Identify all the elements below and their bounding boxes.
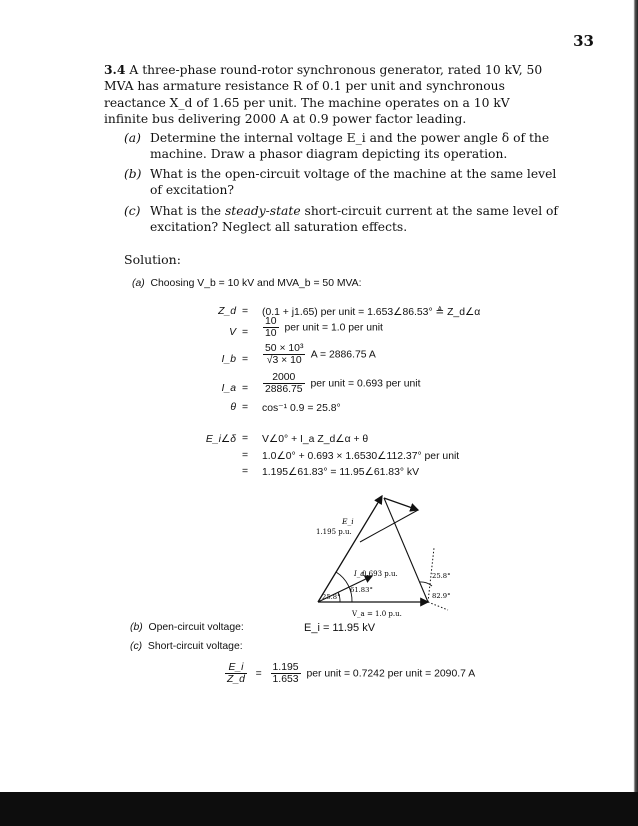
solution-heading: Solution:: [124, 252, 181, 267]
part-label: (b): [130, 622, 143, 633]
impedance-drop-line: [384, 498, 428, 602]
eq-theta-rhs: cos⁻¹ 0.9 = 25.8°: [262, 403, 341, 414]
part-c-equation: [222, 662, 475, 685]
eq-ei-line-1: V∠0° + I_a Z_d∠α + θ: [262, 434, 369, 445]
eq-theta-lhs: θ: [230, 402, 236, 413]
part-b-question: [124, 166, 558, 200]
ei-value: 1.195 p.u.: [316, 528, 352, 536]
part-text: [150, 203, 558, 235]
equals-sign: =: [252, 668, 265, 680]
denominator: 10: [265, 328, 277, 339]
part-text-after: short-circuit current at the same level of excitation? Neglect all saturation effects.: [150, 204, 558, 235]
denominator: 2886.75: [265, 384, 303, 395]
part-a-intro: [132, 278, 362, 289]
denominator: √3 × 10: [266, 355, 302, 366]
drop-phasor: [384, 498, 418, 510]
denominator: 1.653: [272, 674, 299, 685]
right-angle-label-1: 25.8°: [432, 572, 451, 580]
ia-value: 0.693 p.u.: [362, 570, 398, 578]
equals-sign: =: [242, 306, 249, 317]
problem-text: A three-phase round-rotor synchronous generator, rated 10 kV, 50 MVA has armature resistance R of 0.1 per unit and synchronous reactance X_d of 1.65 per unit. The machine operates on a 10 kV infinite bus delivering 2000 A at 0.9 power factor leading.: [104, 63, 543, 127]
equals-sign: =: [242, 402, 249, 413]
equals-sign: =: [242, 433, 249, 444]
part-b-result: E_i = 11.95 kV: [304, 622, 376, 634]
scan-edge: [628, 0, 638, 792]
equals-sign: =: [242, 450, 249, 461]
part-c-question: [124, 203, 558, 237]
theta-angle-label: 25.8°: [322, 593, 341, 601]
fraction: [263, 372, 305, 395]
eq-v-rhs: [260, 316, 383, 339]
part-c-label-row: [130, 641, 243, 652]
eq-ib-lhs: I_b: [221, 354, 236, 365]
part-text-before: What is the: [150, 204, 222, 218]
eq-v-lhs: V: [229, 327, 236, 338]
equals-sign: =: [242, 383, 249, 394]
eq-ei-line-2: 1.0∠0° + 0.693 × 1.6530∠112.37° per unit: [262, 451, 460, 462]
problem-statement: [104, 62, 556, 128]
part-label: (c): [124, 204, 141, 218]
eq-ia-rhs: [260, 372, 421, 395]
eq-ia-result: per unit = 0.693 per unit: [310, 378, 421, 390]
eq-ib-result: A = 2886.75 A: [310, 349, 376, 361]
page-number: 33: [573, 32, 594, 50]
fraction: [263, 343, 305, 366]
numerator: 10: [265, 316, 277, 327]
dotted-line: [428, 602, 448, 610]
ei-label: E_i: [342, 517, 354, 526]
eq-ei-lhs: E_i∠δ: [205, 434, 236, 445]
part-b-text: Open-circuit voltage:: [148, 622, 244, 633]
delta-angle-label: 61.83°: [350, 586, 373, 594]
eq-zd-lhs: Z_d: [218, 306, 236, 317]
eq-ia-lhs: I_a: [221, 383, 236, 394]
part-c-result: per unit = 0.7242 per unit = 2090.7 A: [306, 668, 476, 680]
ia-label: I_a: [354, 570, 365, 578]
part-a-question: [124, 130, 558, 164]
part-label: (a): [132, 278, 145, 289]
part-label: (c): [130, 641, 143, 652]
equals-sign: =: [242, 327, 249, 338]
problem-number: 3.4: [104, 62, 126, 77]
eq-ib-rhs: [260, 343, 376, 366]
denominator: Z_d: [227, 674, 245, 685]
part-text: What is the open-circuit voltage of the machine at the same level of excitation?: [150, 167, 557, 198]
equals-sign: =: [242, 466, 249, 477]
eq-ei-line-3: 1.195∠61.83° = 11.95∠61.83° kV: [262, 467, 420, 478]
part-label: (b): [124, 167, 142, 181]
fraction: [263, 316, 279, 339]
part-b-label-row: [130, 622, 244, 633]
fraction: [225, 662, 247, 685]
right-angle-label-2: 82.9°: [432, 592, 451, 600]
equals-sign: =: [242, 354, 249, 365]
va-label: V_a = 1.0 p.u.: [352, 610, 402, 618]
eq-zd-rhs: (0.1 + j1.65) per unit = 1.653∠86.53° ≜ Z_d∠α: [262, 307, 481, 318]
numerator: 1.195: [272, 662, 299, 673]
phasor-diagram: [300, 490, 460, 630]
part-label: (a): [124, 131, 141, 145]
scan-bottom-bar: [0, 792, 638, 826]
numerator: 50 × 10³: [265, 343, 304, 354]
fraction: [271, 662, 301, 685]
numerator: 2000: [263, 372, 305, 384]
emphasis: steady-state: [224, 204, 301, 218]
eq-v-result: per unit = 1.0 per unit: [284, 322, 383, 334]
construction-line: [360, 510, 418, 542]
part-text: Determine the internal voltage E_i and the power angle δ of the machine. Draw a phasor diagram depicting its operation.: [150, 131, 550, 162]
part-c-text: Short-circuit voltage:: [147, 641, 243, 652]
numerator: E_i: [225, 662, 247, 674]
intro-text: Choosing V_b = 10 kV and MVA_b = 50 MVA:: [150, 278, 362, 289]
